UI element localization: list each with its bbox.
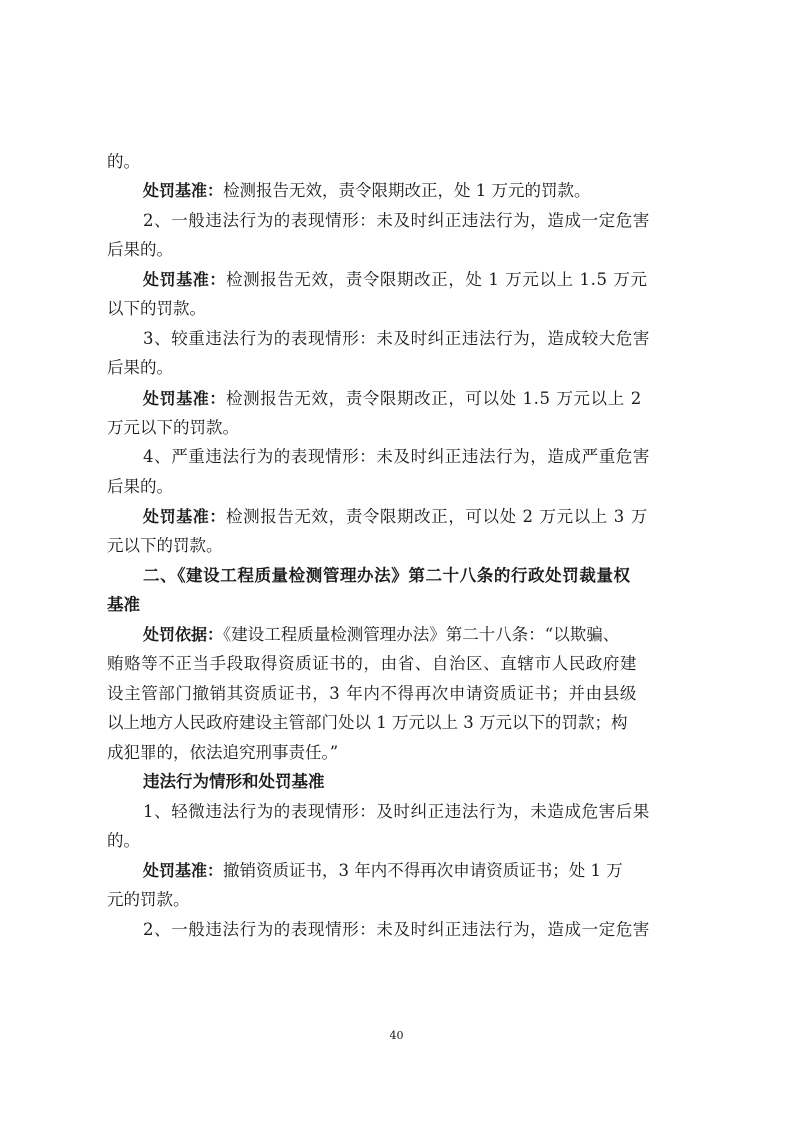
text-line: 的。 — [107, 831, 140, 850]
text-line: 2、一般违法行为的表现情形：未及时纠正违法行为，造成一定危害 — [143, 920, 650, 939]
text-line: 后果的。 — [107, 477, 173, 496]
label-penalty-standard: 处罚基准： — [143, 507, 227, 526]
text-line: 2、一般违法行为的表现情形：未及时纠正违法行为，造成一定危害 — [143, 211, 650, 230]
label-penalty-basis: 处罚依据： — [143, 625, 224, 644]
penalty-basis-line: 处罚依据：《建设工程质量检测管理办法》第二十八条：“以欺骗、 — [143, 625, 620, 644]
text-line: 1、轻微违法行为的表现情形：及时纠正违法行为，未造成危害后果 — [143, 802, 650, 821]
text-line: 3、较重违法行为的表现情形：未及时纠正违法行为，造成较大危害 — [143, 329, 650, 348]
text-line: 后果的。 — [107, 358, 173, 377]
text-line: 后果的。 — [107, 240, 173, 259]
text-line: 成犯罪的，依法追究刑事责任。” — [107, 743, 339, 762]
subsection-heading: 违法行为情形和处罚基准 — [143, 772, 325, 791]
section-heading-cont: 基准 — [107, 595, 140, 614]
penalty-standard-line: 处罚基准：检测报告无效，责令限期改正，处 1 万元的罚款。 — [143, 181, 591, 200]
label-penalty-standard: 处罚基准： — [143, 181, 224, 200]
label-penalty-standard: 处罚基准： — [143, 861, 224, 880]
text-line: 万元以下的罚款。 — [107, 418, 239, 437]
text-line: 以下的罚款。 — [107, 299, 206, 318]
text-line: 设主管部门撤销其资质证书，3 年内不得再次申请资质证书；并由县级 — [107, 684, 637, 703]
text-line: 元的罚款。 — [107, 890, 190, 909]
text-line: 的。 — [107, 152, 140, 171]
penalty-standard-line: 处罚基准：检测报告无效，责令限期改正，处 1 万元以上 1.5 万元 — [143, 270, 648, 289]
text-line: 元以下的罚款。 — [107, 536, 223, 555]
text-line: 贿赂等不正当手段取得资质证书的，由省、自治区、直辖市人民政府建 — [107, 654, 638, 673]
text-line: 以上地方人民政府建设主管部门处以 1 万元以上 3 万元以下的罚款；构 — [107, 713, 628, 732]
penalty-standard-line: 处罚基准：检测报告无效，责令限期改正，可以处 1.5 万元以上 2 — [143, 389, 642, 408]
section-heading: 二、《建设工程质量检测管理办法》第二十八条的行政处罚裁量权 — [143, 566, 631, 585]
penalty-standard-line: 处罚基准：撤销资质证书，3 年内不得再次申请资质证书；处 1 万 — [143, 861, 623, 880]
text-line: 4、严重违法行为的表现情形：未及时纠正违法行为，造成严重危害 — [143, 447, 650, 466]
label-penalty-standard: 处罚基准： — [143, 270, 227, 289]
label-penalty-standard: 处罚基准： — [143, 389, 227, 408]
penalty-standard-line: 处罚基准：检测报告无效，责令限期改正，可以处 2 万元以上 3 万 — [143, 507, 648, 526]
page-number: 40 — [389, 1029, 404, 1042]
